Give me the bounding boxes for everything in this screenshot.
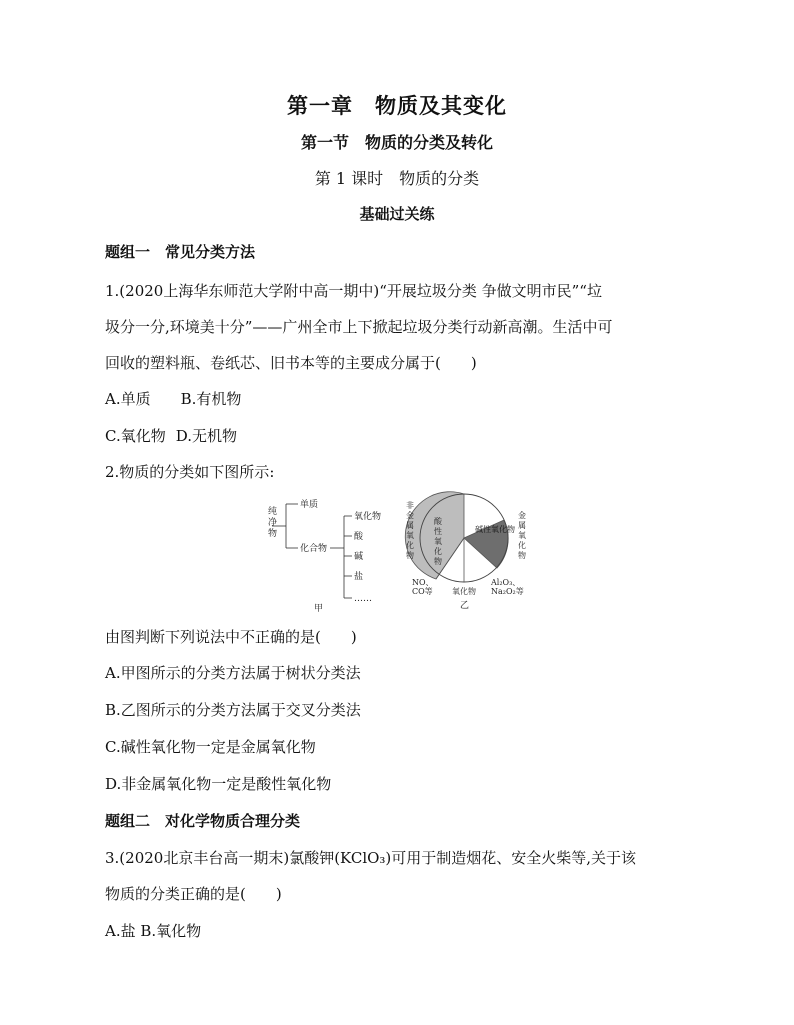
group2-title: 题组二 对化学物质合理分类 — [105, 812, 301, 830]
tree-grand-salt: 盐 — [354, 572, 364, 582]
tree-caption: 甲 — [314, 604, 324, 614]
q1-options-row-1 — [105, 388, 241, 409]
pie-basic-label: 碱性氧化物 — [475, 525, 515, 534]
q1-options-row-2 — [105, 425, 237, 446]
tree-grand-base: 碱 — [354, 552, 364, 562]
q1-option-b: B.有机物 — [180, 390, 242, 408]
tree-grand-etc: …… — [354, 594, 372, 604]
q2-option-a: A.甲图所示的分类方法属于树状分类法 — [105, 664, 361, 682]
pie-diagram — [405, 492, 526, 611]
group1-title: 题组一 常见分类方法 — [105, 243, 256, 261]
section-title: 第一节 物质的分类及转化 — [300, 133, 493, 152]
q2-option-b: B.乙图所示的分类方法属于交叉分类法 — [105, 701, 361, 719]
q2-option-d: D.非金属氧化物一定是酸性氧化物 — [105, 775, 332, 793]
tree-child-compound: 化合物 — [300, 544, 328, 554]
q3-line-2: 物质的分类正确的是( ) — [105, 885, 282, 903]
q1-option-c: C.氧化物 — [105, 427, 166, 445]
pie-left-label: 非金属氧化物 — [406, 501, 414, 560]
pie-acidic-label: 酸性氧化物 — [434, 517, 442, 566]
q3-options: A.盐 B.氧化物 — [105, 922, 202, 940]
q1-line-1: 1.(2020上海华东师范大学附中高一期中)“开展垃圾分类 争做文明市民”“垃 — [105, 282, 602, 300]
classification-figure — [262, 490, 552, 615]
pie-right-label: 金属氧化物 — [518, 511, 526, 560]
tree-grand-oxide: 氧化物 — [354, 512, 382, 522]
practice-title: 基础过关练 — [359, 205, 435, 223]
q1-option-a: A.单质 — [105, 390, 151, 408]
q2-question: 由图判断下列说法中不正确的是( ) — [105, 628, 357, 646]
tree-diagram — [268, 498, 381, 614]
q1-line-2: 圾分一分,环境美十分”——广州全市上下掀起垃圾分类行动新高潮。生活中可 — [105, 318, 613, 336]
q3-line-1: 3.(2020北京丰台高一期末)氯酸钾(KClO₃)可用于制造烟花、安全火柴等,关于该 — [105, 849, 637, 867]
q1-line-3: 回收的塑料瓶、卷纸芯、旧书本等的主要成分属于( ) — [105, 354, 477, 372]
pie-no-label-1: NO、 — [412, 578, 434, 587]
q2-stem: 2.物质的分类如下图所示: — [105, 463, 275, 481]
pie-caption: 乙 — [460, 601, 470, 611]
chapter-title: 第一章 物质及其变化 — [287, 93, 507, 118]
q2-option-c: C.碱性氧化物一定是金属氧化物 — [105, 738, 316, 756]
tree-root-char-1: 纯净物 — [268, 507, 278, 539]
tree-grand-acid: 酸 — [354, 532, 364, 542]
pie-al-label-1: Al₂O₃、 — [491, 578, 521, 587]
q1-option-d: D.无机物 — [175, 427, 237, 445]
tree-child-element: 单质 — [300, 500, 319, 510]
pie-al-label-2: Na₂O₂等 — [491, 587, 524, 596]
lesson-title: 第 1 课时 物质的分类 — [314, 169, 480, 188]
pie-no-label-2: CO等 — [412, 587, 433, 596]
pie-oxide-label: 氧化物 — [452, 587, 476, 596]
